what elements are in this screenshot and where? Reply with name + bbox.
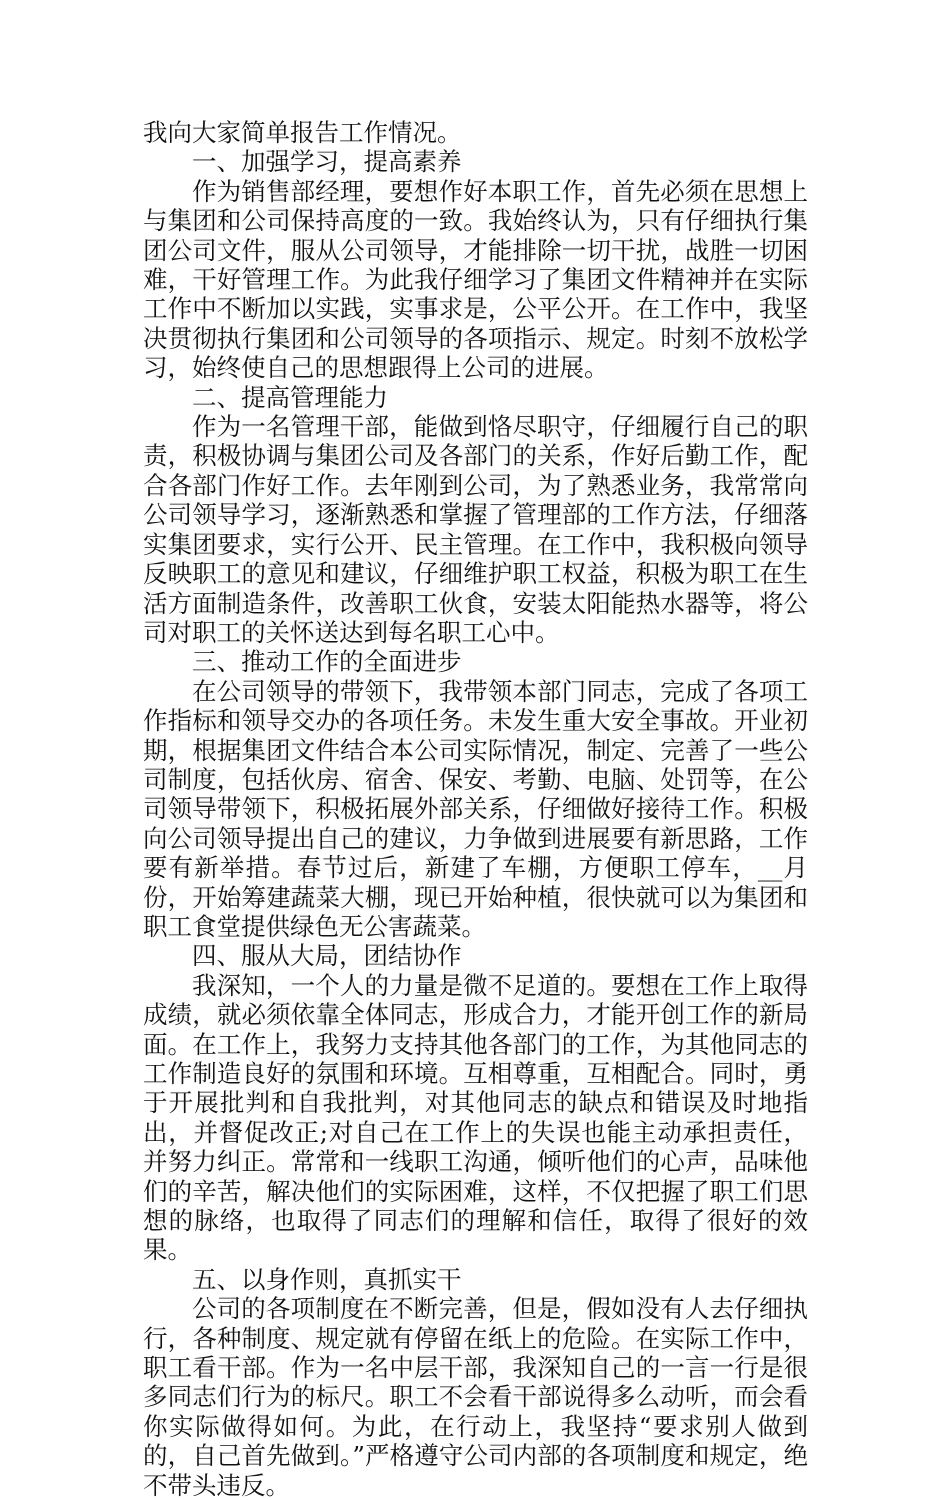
section-1-body: 作为销售部经理，要想作好本职工作，首先必须在思想上与集团和公司保持高度的一致。我始终认为，只有仔细执行集团公司文件，服从公司领导，才能排除一切干扰，战胜一切困难，干好管理工作。为此我仔细学习了集团文件精神并在实际工作中不断加以实践，实事求是，公平公开。在工作中，我坚决贯彻执行集团和公司领导的各项指示、规定。时刻不放松学习，始终使自己的思想跟得上公司的进展。 [143,176,808,383]
section-3-body: 在公司领导的带领下，我带领本部门同志，完成了各项工作指标和领导交办的各项任务。未发生重大安全事故。开业初期，根据集团文件结合本公司实际情况，制定、完善了一些公司制度，包括伙房、宿舍、保安、考勤、电脑、处罚等，在公司领导带领下，积极拓展外部关系，仔细做好接待工作。积极向公司领导提出自己的建议，力争做到进展要有新思路，工作要有新举措。春节过后，新建了车棚，方便职工停车，__月份，开始筹建蔬菜大棚，现已开始种植，很快就可以为集团和职工食堂提供绿色无公害蔬菜。 [143,676,808,941]
section-5-body: 公司的各项制度在不断完善，但是，假如没有人去仔细执行，各种制度、规定就有停留在纸上的危险。在实际工作中，职工看干部。作为一名中层干部，我深知自己的一言一行是很多同志们行为的标尺。职工不会看干部说得多么动听，而会看你实际做得如何。为此，在行动上，我坚持“要求别人做到的，自己首先做到。”严格遵守公司内部的各项制度和规定，绝不带头违反。 [143,1294,808,1500]
intro-paragraph: 我向大家简单报告工作情况。 [143,118,462,147]
document-page [143,118,808,1500]
section-4-heading: 四、服从大局，团结协作 [192,941,462,971]
section-5-heading: 五、以身作则，真抓实干 [192,1264,462,1294]
section-2-body: 作为一名管理干部，能做到恪尽职守，仔细履行自己的职责，积极协调与集团公司及各部门的关系，作好后勤工作，配合各部门作好工作。去年刚到公司，为了熟悉业务，我常常向公司领导学习，逐渐熟悉和掌握了管理部的工作方法，仔细落实集团要求，实行公开、民主管理。在工作中，我积极向领导反映职工的意见和建议，仔细维护职工权益，积极为职工在生活方面制造条件，改善职工伙食，安装太阳能热水器等，将公司对职工的关怀送达到每名职工心中。 [143,412,808,647]
section-3-heading: 三、推动工作的全面进步 [192,647,462,677]
section-1-heading: 一、加强学习，提高素养 [192,147,462,177]
section-4-body: 我深知，一个人的力量是微不足道的。要想在工作上取得成绩，就必须依靠全体同志，形成合力，才能开创工作的新局面。在工作上，我努力支持其他各部门的工作，为其他同志的工作制造良好的氛围和环境。互相尊重，互相配合。同时，勇于开展批判和自我批判，对其他同志的缺点和错误及时地指出，并督促改正;对自己在工作上的失误也能主动承担责任，并努力纠正。常常和一线职工沟通，倾听他们的心声，品味他们的辛苦，解决他们的实际困难，这样，不仅把握了职工们思想的脉络，也取得了同志们的理解和信任，取得了很好的效果。 [143,970,808,1265]
section-2-heading: 二、提高管理能力 [192,382,388,412]
